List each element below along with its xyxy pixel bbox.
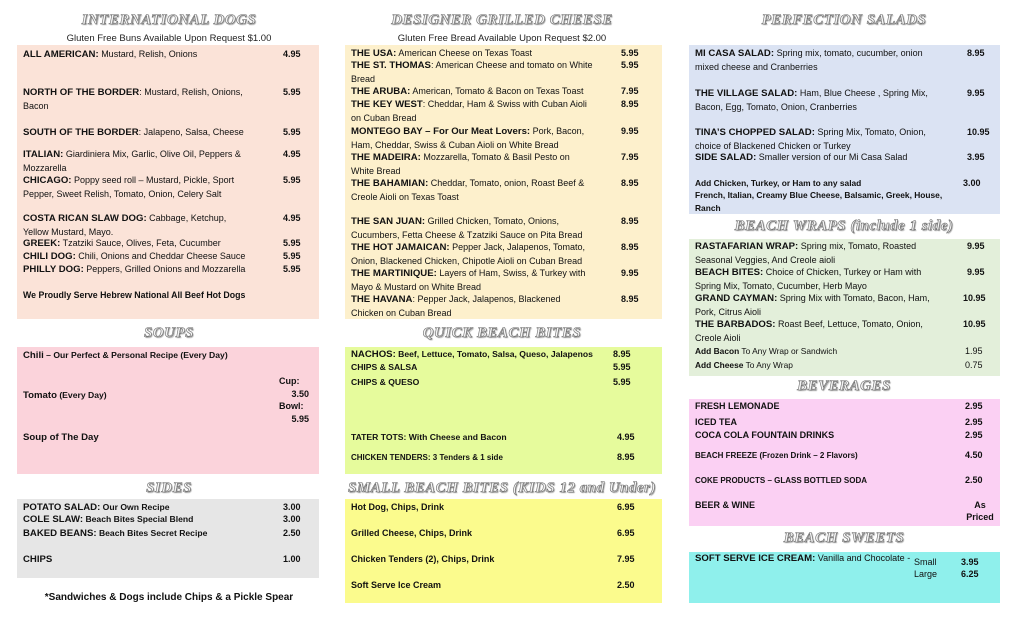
menu-item: NACHOS: Beef, Lettuce, Tomato, Salsa, Queso, Jalapenos 8.95 (351, 349, 631, 360)
price: 3.95 (967, 152, 985, 162)
price: 2.50 (617, 580, 635, 590)
soups-panel (17, 347, 319, 474)
price: 4.95 (617, 432, 635, 442)
section-title-soups: SOUPS (143, 325, 194, 341)
gluten-free-bread-note: Gluten Free Bread Available Upon Request $2.00 (397, 33, 607, 44)
sandwiches-footnote: *Sandwiches & Dogs include Chips & a Pickle Spear (44, 592, 294, 603)
menu-item: GREEK: Tzatziki Sauce, Olives, Feta, Cucumber 5.95 (23, 238, 301, 249)
price: 9.95 (621, 126, 639, 136)
price: 9.95 (967, 241, 985, 251)
price: 10.95 (967, 127, 990, 137)
menu-item: COCA COLA FOUNTAIN DRINKS 2.95 (695, 430, 983, 440)
grilled-cheese-panel (345, 45, 662, 319)
price: 10.95 (963, 293, 986, 303)
price: 4.50 (965, 450, 983, 460)
section-title-international-dogs: INTERNATIONAL DOGS (81, 12, 257, 28)
menu-item: CHIPS & QUESO 5.95 (351, 377, 631, 387)
menu-item: SOFT SERVE ICE CREAM: Vanilla and Chocolate - (695, 553, 911, 564)
price: 7.95 (617, 554, 635, 564)
price: 8.95 (967, 48, 985, 58)
menu-item: CHIPS & SALSA 5.95 (351, 362, 631, 372)
menu-item: BEACH BITES: Choice of Chicken, Turkey or Ham with Spring Mix, Tomato, Cucumber, Herb Mayo 9.95 (695, 267, 985, 291)
cup-bowl-prices (279, 375, 309, 425)
small-beach-bites-panel (345, 499, 662, 603)
menu-item: THE MARTINIQUE: Layers of Ham, Swiss, & Turkey with Mayo & Mustard on White Bread 9.95 (351, 268, 639, 292)
price: 2.50 (283, 528, 301, 538)
menu-item: CHICAGO: Poppy seed roll – Mustard, Pickle, Sport Pepper, Sweet Relish, Tomato, Onion, Celery Salt 5.95 (23, 175, 301, 199)
menu-item: FRESH LEMONADE 2.95 (695, 401, 983, 411)
small-size-price: 3.95 (961, 557, 979, 567)
price: 5.95 (621, 48, 639, 58)
price: 5.95 (283, 87, 301, 97)
price: 3.00 (283, 514, 301, 524)
menu-item: COKE PRODUCTS – GLASS BOTTLED SODA 2.50 (695, 475, 983, 485)
price: 1.95 (965, 346, 983, 356)
price: 9.95 (967, 88, 985, 98)
menu-item: THE BARBADOS: Roast Beef, Lettuce, Tomato, Onion, Creole Aioli 10.95 (695, 319, 986, 343)
price: 8.95 (617, 452, 635, 462)
menu-item: COSTA RICAN SLAW DOG: Cabbage, Ketchup, Yellow Mustard, Mayo. 4.95 (23, 213, 301, 237)
section-title-beverages: BEVERAGES (797, 378, 891, 394)
price: As Priced (966, 500, 994, 522)
price: 2.95 (965, 430, 983, 440)
price: 9.95 (621, 268, 639, 278)
price: 8.95 (621, 216, 639, 226)
large-size-label: Large (914, 569, 938, 579)
price: 3.00 (283, 502, 301, 512)
price: 5.95 (613, 362, 631, 372)
menu-item: ITALIAN: Giardiniera Mix, Garlic, Olive Oil, Peppers & Mozzarella 4.95 (23, 149, 301, 173)
salad-dressings: French, Italian, Creamy Blue Cheese, Balsamic, Greek, House, Ranch (695, 190, 943, 213)
cup-price: 3.50 (291, 388, 309, 399)
section-title-perfection-salads: PERFECTION SALADS (761, 12, 927, 28)
salad-addon: Add Chicken, Turkey, or Ham to any salad 3.00 (695, 178, 981, 188)
section-title-beach-sweets: BEACH SWEETS (783, 530, 905, 546)
menu-item: THE VILLAGE SALAD: Ham, Blue Cheese , Spring Mix, Bacon, Egg, Tomato, Onion, Cranberries 9.95 (695, 88, 985, 112)
menu-item: CHICKEN TENDERS: 3 Tenders & 1 side 8.95 (351, 452, 635, 462)
menu-item: BEER & WINE As Priced (695, 500, 994, 522)
price: 8.95 (613, 349, 631, 359)
menu-item: ICED TEA 2.95 (695, 417, 983, 427)
gluten-free-buns-note: Gluten Free Buns Available Upon Request $1.00 (66, 33, 272, 44)
menu-item: THE ARUBA: American, Tomato & Bacon on Texas Toast 7.95 (351, 86, 639, 97)
menu-item: RASTAFARIAN WRAP: Spring mix, Tomato, Roasted Seasonal Veggies, And Creole aioli 9.95 (695, 241, 985, 265)
large-size-price: 6.25 (961, 569, 979, 579)
menu-item: PHILLY DOG: Peppers, Grilled Onions and Mozzarella 5.95 (23, 264, 301, 275)
menu-item: Add Cheese To Any Wrap 0.75 (695, 360, 983, 370)
price: 8.95 (621, 178, 639, 188)
menu-item: NORTH OF THE BORDER: Mustard, Relish, Onions, Bacon 5.95 (23, 87, 301, 111)
menu-item: THE ST. THOMAS: American Cheese and tomato on White Bread 5.95 (351, 60, 639, 84)
price: 4.95 (283, 213, 301, 223)
price: 8.95 (621, 99, 639, 109)
menu-item: Chicken Tenders (2), Chips, Drink 7.95 (351, 554, 635, 564)
section-title-sides: SIDES (146, 480, 192, 496)
price: 7.95 (621, 152, 639, 162)
price: 4.95 (283, 149, 301, 159)
menu-item: Soft Serve Ice Cream 2.50 (351, 580, 635, 590)
price: 0.75 (965, 360, 983, 370)
menu-item: CHIPS 1.00 (23, 554, 301, 565)
beverages-panel (689, 399, 1000, 526)
price: 2.95 (965, 417, 983, 427)
cup-label: Cup: (279, 376, 300, 386)
sides-panel (17, 499, 319, 578)
menu-item: BEACH FREEZE (Frozen Drink – 2 Flavors) 4.50 (695, 450, 983, 460)
menu-item: Tomato (Every Day) (23, 390, 107, 401)
price: 9.95 (967, 267, 985, 277)
menu-item: Hot Dog, Chips, Drink 6.95 (351, 502, 635, 512)
beach-wraps-panel (689, 239, 1000, 376)
menu-item: TINA’S CHOPPED SALAD: Spring Mix, Tomato, Onion, choice of Blackened Chicken or Turkey 10.95 (695, 127, 990, 151)
section-title-grilled-cheese: DESIGNER GRILLED CHEESE (391, 12, 613, 28)
menu-item: THE USA: American Cheese on Texas Toast 5.95 (351, 48, 639, 59)
quick-beach-bites-panel (345, 347, 662, 474)
price: 4.95 (283, 49, 301, 59)
menu-item: Add Bacon To Any Wrap or Sandwich 1.95 (695, 346, 983, 356)
menu-item: Grilled Cheese, Chips, Drink 6.95 (351, 528, 635, 538)
menu-item: THE HOT JAMAICAN: Pepper Jack, Jalapenos, Tomato, Onion, Blackened Chicken, Chipotle Aioli on Cuban Bread 8.95 (351, 242, 639, 266)
price: 6.95 (617, 528, 635, 538)
price: 1.00 (283, 554, 301, 564)
menu-item: Soup of The Day (23, 432, 99, 443)
menu-item: MI CASA SALAD: Spring mix, tomato, cucumber, onion mixed cheese and Cranberries 8.95 (695, 48, 985, 72)
menu-item: GRAND CAYMAN: Spring Mix with Tomato, Bacon, Ham, Pork, Citrus Aioli 10.95 (695, 293, 986, 317)
menu-item: CHILI DOG: Chili, Onions and Cheddar Cheese Sauce 5.95 (23, 251, 301, 262)
menu-item: THE MADEIRA: Mozzarella, Tomato & Basil Pesto on White Bread 7.95 (351, 152, 639, 176)
menu-item: COLE SLAW: Beach Bites Special Blend 3.00 (23, 514, 301, 525)
price: 5.95 (283, 264, 301, 274)
small-size-label: Small (914, 557, 937, 567)
section-title-small-beach-bites: SMALL BEACH BITES (KIDS 12 and Under) (347, 480, 656, 496)
price: 6.95 (617, 502, 635, 512)
menu-item: Chili – Our Perfect & Personal Recipe (Every Day) (23, 350, 228, 361)
menu-item: SOUTH OF THE BORDER: Jalapeno, Salsa, Cheese 5.95 (23, 127, 301, 138)
menu-item: BAKED BEANS: Beach Bites Secret Recipe 2.50 (23, 528, 301, 539)
menu-item: THE HAVANA: Pepper Jack, Jalapenos, Blackened Chicken on Cuban Bread 8.95 (351, 294, 639, 318)
price: 2.50 (965, 475, 983, 485)
international-dogs-panel (17, 45, 319, 319)
price: 5.95 (621, 60, 639, 70)
bowl-label: Bowl: (279, 401, 304, 411)
price: 5.95 (283, 127, 301, 137)
price: 8.95 (621, 242, 639, 252)
menu-item: TATER TOTS: With Cheese and Bacon 4.95 (351, 432, 635, 442)
menu-item: MONTEGO BAY – For Our Meat Lovers: Pork, Bacon, Ham, Cheddar, Swiss & Cuban Aioli on White Bread 9.95 (351, 126, 639, 150)
menu-item: SIDE SALAD: Smaller version of our Mi Casa Salad 3.95 (695, 152, 985, 163)
price: 5.95 (613, 377, 631, 387)
menu-item: THE BAHAMIAN: Cheddar, Tomato, onion, Roast Beef & Creole Aioli on Texas Toast 8.95 (351, 178, 639, 202)
price: 5.95 (283, 175, 301, 185)
salads-panel (689, 45, 1000, 214)
beach-sweets-panel (689, 552, 1000, 603)
price: 10.95 (963, 319, 986, 329)
price: 5.95 (283, 251, 301, 261)
menu-item: POTATO SALAD: Our Own Recipe 3.00 (23, 502, 301, 513)
menu-item: THE KEY WEST: Cheddar, Ham & Swiss with Cuban Aioli on Cuban Bread 8.95 (351, 99, 639, 123)
menu-item: THE SAN JUAN: Grilled Chicken, Tomato, Onions, Cucumbers, Fetta Cheese & Tzatziki Sauce on Pita Bread 8.95 (351, 216, 639, 240)
menu-item: ALL AMERICAN: Mustard, Relish, Onions 4.95 (23, 49, 301, 60)
section-title-quick-beach-bites: QUICK BEACH BITES (422, 325, 582, 341)
bowl-price: 5.95 (291, 413, 309, 424)
section-title-beach-wraps: BEACH WRAPS (include 1 side) (734, 218, 954, 234)
price: 5.95 (283, 238, 301, 248)
price: 2.95 (965, 401, 983, 411)
hebrew-national-note: We Proudly Serve Hebrew National All Beef Hot Dogs (23, 290, 246, 300)
price: 8.95 (621, 294, 639, 304)
price: 7.95 (621, 86, 639, 96)
price: 3.00 (963, 178, 981, 188)
